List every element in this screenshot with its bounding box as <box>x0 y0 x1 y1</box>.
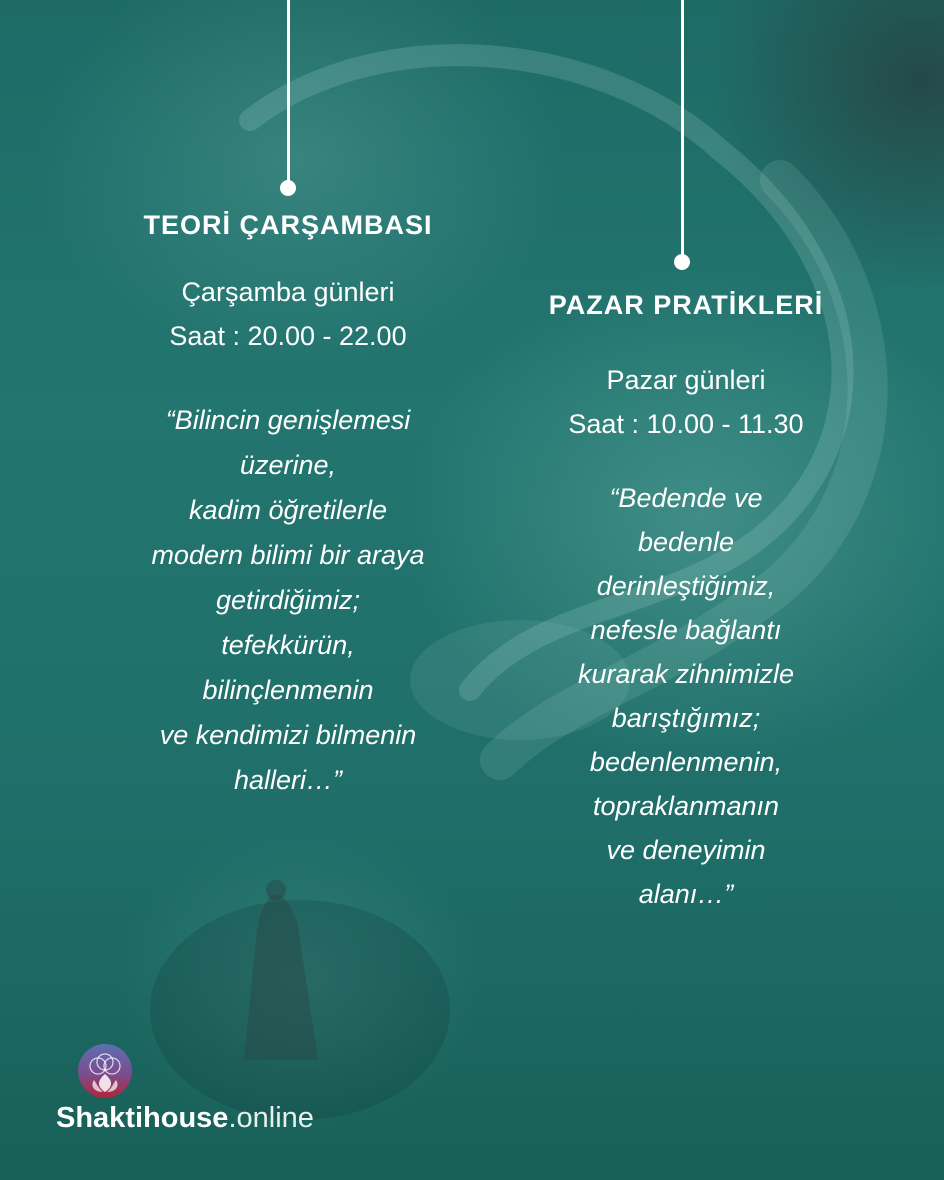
left-schedule <box>88 270 488 358</box>
right-connector-dot <box>674 254 690 270</box>
right-session-heading: PAZAR PRATİKLERİ <box>548 290 824 320</box>
quote-line: bedenle <box>637 527 735 557</box>
left-schedule-time: Saat : 20.00 - 22.00 <box>169 321 407 351</box>
quote-line: bilinçlenmenin <box>202 675 374 705</box>
left-quote <box>88 398 488 803</box>
brand-wordmark <box>56 1102 314 1135</box>
brand-logo[interactable] <box>56 1042 376 1142</box>
right-schedule-day: Pazar günleri <box>606 365 766 395</box>
quote-line: getirdiğimiz; <box>215 585 361 615</box>
left-connector-dot <box>280 180 296 196</box>
quote-line: bedenlenmenin, <box>589 747 783 777</box>
quote-line: modern bilimi bir araya <box>151 540 425 570</box>
quote-line: “Bilincin genişlemesi <box>165 405 411 435</box>
right-schedule-time: Saat : 10.00 - 11.30 <box>568 409 804 439</box>
quote-line: topraklanmanın <box>592 791 780 821</box>
quote-line: tefekkürün, <box>221 630 355 660</box>
brand-domain-suffix: .online <box>228 1102 314 1134</box>
right-schedule <box>486 358 886 446</box>
quote-line: üzerine, <box>239 450 337 480</box>
left-schedule-day: Çarşamba günleri <box>181 277 395 307</box>
quote-line: halleri…” <box>233 765 343 795</box>
quote-line: alanı…” <box>638 879 734 909</box>
right-quote <box>486 476 886 916</box>
quote-line: ve deneyimin <box>606 835 766 865</box>
quote-line: kadim öğretilerle <box>188 495 388 525</box>
quote-line: nefesle bağlantı <box>590 615 782 645</box>
left-connector-line <box>287 0 290 182</box>
left-session-heading: TEORİ ÇARŞAMBASI <box>143 210 433 240</box>
right-connector-line <box>681 0 684 256</box>
quote-line: derinleştiğimiz, <box>596 571 776 601</box>
quote-line: ve kendimizi bilmenin <box>159 720 417 750</box>
lotus-flower-of-life-icon <box>76 1042 134 1100</box>
quote-line: kurarak zihnimizle <box>577 659 795 689</box>
brand-name: Shaktihouse <box>56 1102 229 1134</box>
quote-line: “Bedende ve <box>609 483 763 513</box>
quote-line: barıştığımız; <box>611 703 761 733</box>
